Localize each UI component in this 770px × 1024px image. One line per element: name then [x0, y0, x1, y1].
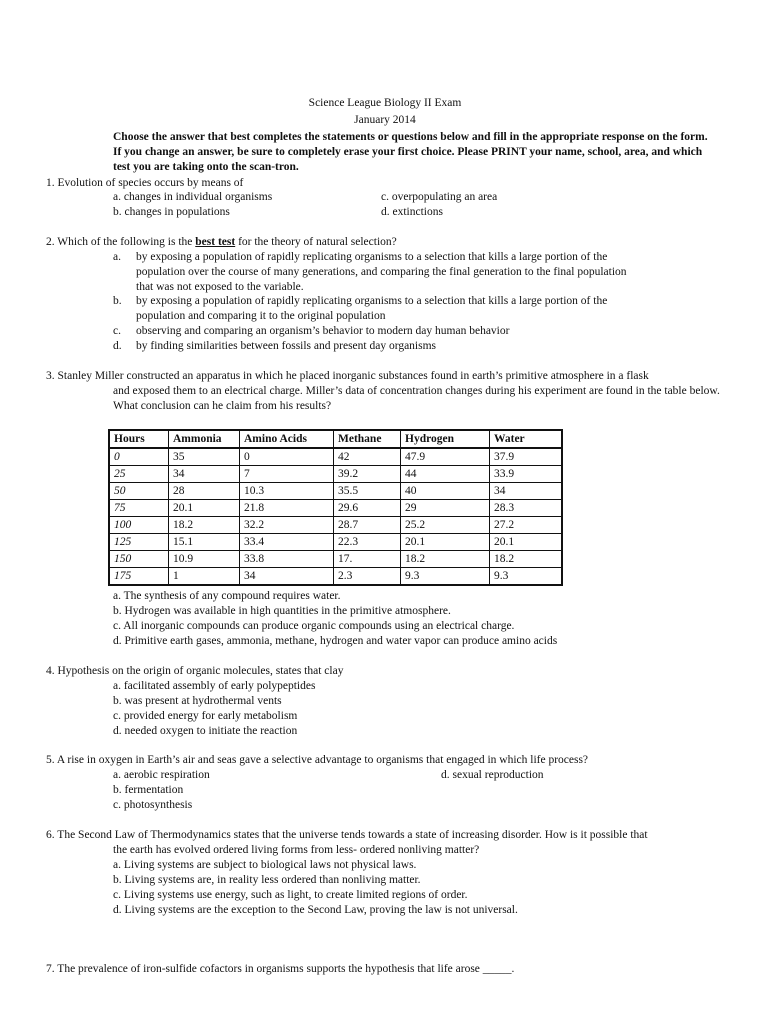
question-3-option-c: c. All inorganic compounds can produce organic compounds using an electrical charge. — [113, 620, 515, 632]
question-3-option-a: a. The synthesis of any compound requires water. — [113, 590, 341, 602]
question-2-emphasis: best test — [195, 236, 236, 248]
question-2-option-a: by exposing a population of rapidly replicating organisms to a selection that kills a large portion of the population over the course of many generations, and comparing the final generation to the final population that was not exposed to the variable. — [136, 251, 627, 293]
table-row — [109, 466, 562, 483]
question-4-option-a: a. facilitated assembly of early polypeptides — [113, 680, 316, 692]
question-4-option-d: d. needed oxygen to initiate the reaction — [113, 725, 298, 737]
column-header: Ammonia — [169, 430, 240, 448]
table-cell: 34 — [169, 466, 240, 483]
table-cell: 150 — [109, 551, 169, 568]
table-cell: 25 — [109, 466, 169, 483]
table-cell: 28.3 — [490, 500, 563, 517]
table-row — [109, 483, 562, 500]
question-1-option-d: d. extinctions — [381, 206, 443, 218]
table-cell: 25.2 — [401, 517, 490, 534]
table-cell: 39.2 — [334, 466, 401, 483]
table-cell: 35 — [169, 448, 240, 466]
question-1-stem: 1. Evolution of species occurs by means of — [46, 177, 244, 189]
table-cell: 7 — [240, 466, 334, 483]
question-5-option-b: b. fermentation — [113, 784, 184, 796]
table-cell: 44 — [401, 466, 490, 483]
table-cell: 0 — [240, 448, 334, 466]
table-cell: 75 — [109, 500, 169, 517]
miller-data-table — [108, 429, 563, 586]
table-cell: 20.1 — [169, 500, 240, 517]
question-3-stem-rest: and exposed them to an electrical charge. Miller’s data of concentration changes during his experiment are found in the table below. What conclusion can he claim from his results? — [113, 385, 720, 412]
table-cell: 42 — [334, 448, 401, 466]
question-7-stem: 7. The prevalence of iron-sulfide cofactors in organisms supports the hypothesis that life arose _____. — [46, 963, 515, 975]
table-cell: 33.4 — [240, 534, 334, 551]
table-cell: 33.9 — [490, 466, 563, 483]
table-cell: 20.1 — [401, 534, 490, 551]
table-cell: 40 — [401, 483, 490, 500]
question-6-option-d: d. Living systems are the exception to the Second Law, proving the law is not universal. — [113, 904, 518, 916]
table-cell: 21.8 — [240, 500, 334, 517]
table-cell: 1 — [169, 568, 240, 586]
table-cell: 175 — [109, 568, 169, 586]
exam-date: January 2014 — [354, 114, 416, 126]
question-4-option-c: c. provided energy for early metabolism — [113, 710, 298, 722]
table-cell: 34 — [490, 483, 563, 500]
question-2-label-d: d. — [113, 340, 122, 352]
table-cell: 9.3 — [490, 568, 563, 586]
question-3-option-d: d. Primitive earth gases, ammonia, methane, hydrogen and water vapor can produce amino acids — [113, 635, 558, 647]
table-cell: 47.9 — [401, 448, 490, 466]
table-cell: 27.2 — [490, 517, 563, 534]
table-cell: 2.3 — [334, 568, 401, 586]
table-cell: 18.2 — [169, 517, 240, 534]
table-cell: 20.1 — [490, 534, 563, 551]
table-cell: 18.2 — [490, 551, 563, 568]
question-2-stem-post: for the theory of natural selection? — [235, 236, 397, 248]
question-6-option-a: a. Living systems are subject to biological laws not physical laws. — [113, 859, 417, 871]
question-4-stem: 4. Hypothesis on the origin of organic molecules, states that clay — [46, 665, 344, 677]
question-2-stem — [46, 235, 397, 250]
question-6-option-c: c. Living systems use energy, such as light, to create limited regions of order. — [113, 889, 468, 901]
column-header: Water — [490, 430, 563, 448]
table-cell: 10.9 — [169, 551, 240, 568]
table-cell: 125 — [109, 534, 169, 551]
table-cell: 34 — [240, 568, 334, 586]
table-cell: 37.9 — [490, 448, 563, 466]
table-cell: 9.3 — [401, 568, 490, 586]
question-6-option-b: b. Living systems are, in reality less ordered than nonliving matter. — [113, 874, 421, 886]
table-row — [109, 517, 562, 534]
instructions: Choose the answer that best completes the statements or questions below and fill in the appropriate response on the form. If you change an answer, be sure to completely erase your first choice. Please PRINT your name, school, area, and which test you are taking onto the scan-tron. — [113, 131, 708, 173]
table-cell: 15.1 — [169, 534, 240, 551]
table-cell: 28.7 — [334, 517, 401, 534]
column-header: Hours — [109, 430, 169, 448]
table-cell: 28 — [169, 483, 240, 500]
table-cell: 18.2 — [401, 551, 490, 568]
question-2-label-c: c. — [113, 325, 121, 337]
table-cell: 0 — [109, 448, 169, 466]
question-5-option-a: a. aerobic respiration — [113, 769, 210, 781]
table-cell: 32.2 — [240, 517, 334, 534]
question-6-stem-line-1: 6. The Second Law of Thermodynamics states that the universe tends towards a state of increasing disorder. How is it possible that — [46, 829, 648, 841]
table-cell: 50 — [109, 483, 169, 500]
table-row — [109, 551, 562, 568]
table-row — [109, 568, 562, 586]
column-header: Hydrogen — [401, 430, 490, 448]
question-2-stem-pre: 2. Which of the following is the — [46, 236, 196, 248]
question-5-option-d: d. sexual reproduction — [441, 769, 544, 781]
question-1-option-a: a. changes in individual organisms — [113, 191, 273, 203]
table-cell: 17. — [334, 551, 401, 568]
question-2-option-d: by finding similarities between fossils and present day organisms — [136, 340, 437, 352]
question-1-option-b: b. changes in populations — [113, 206, 230, 218]
table-cell: 100 — [109, 517, 169, 534]
question-1-option-c: c. overpopulating an area — [381, 191, 498, 203]
question-2-option-b: by exposing a population of rapidly replicating organisms to a selection that kills a large portion of the population and comparing it to the original population — [136, 295, 608, 322]
question-2-option-c: observing and comparing an organism’s behavior to modern day human behavior — [136, 325, 510, 337]
table-cell: 10.3 — [240, 483, 334, 500]
table-cell: 29.6 — [334, 500, 401, 517]
question-2-label-b: b. — [113, 295, 122, 307]
table-header-row — [109, 430, 562, 448]
question-2-label-a: a. — [113, 251, 121, 263]
table-cell: 35.5 — [334, 483, 401, 500]
exam-title: Science League Biology II Exam — [308, 97, 462, 109]
table-cell: 29 — [401, 500, 490, 517]
question-3-option-b: b. Hydrogen was available in high quantities in the primitive atmosphere. — [113, 605, 451, 617]
table-cell: 33.8 — [240, 551, 334, 568]
column-header: Methane — [334, 430, 401, 448]
question-5-stem: 5. A rise in oxygen in Earth’s air and seas gave a selective advantage to organisms that engaged in which life process? — [46, 754, 589, 766]
table-row — [109, 500, 562, 517]
question-5-option-c: c. photosynthesis — [113, 799, 193, 811]
table-row — [109, 534, 562, 551]
table-row — [109, 448, 562, 466]
question-6-stem-line-2: the earth has evolved ordered living forms from less- ordered nonliving matter? — [113, 844, 480, 856]
column-header: Amino Acids — [240, 430, 334, 448]
table-cell: 22.3 — [334, 534, 401, 551]
question-4-option-b: b. was present at hydrothermal vents — [113, 695, 282, 707]
question-3-stem-line-1: 3. Stanley Miller constructed an apparatus in which he placed inorganic substances found in earth’s primitive atmosphere in a flask — [46, 370, 649, 382]
